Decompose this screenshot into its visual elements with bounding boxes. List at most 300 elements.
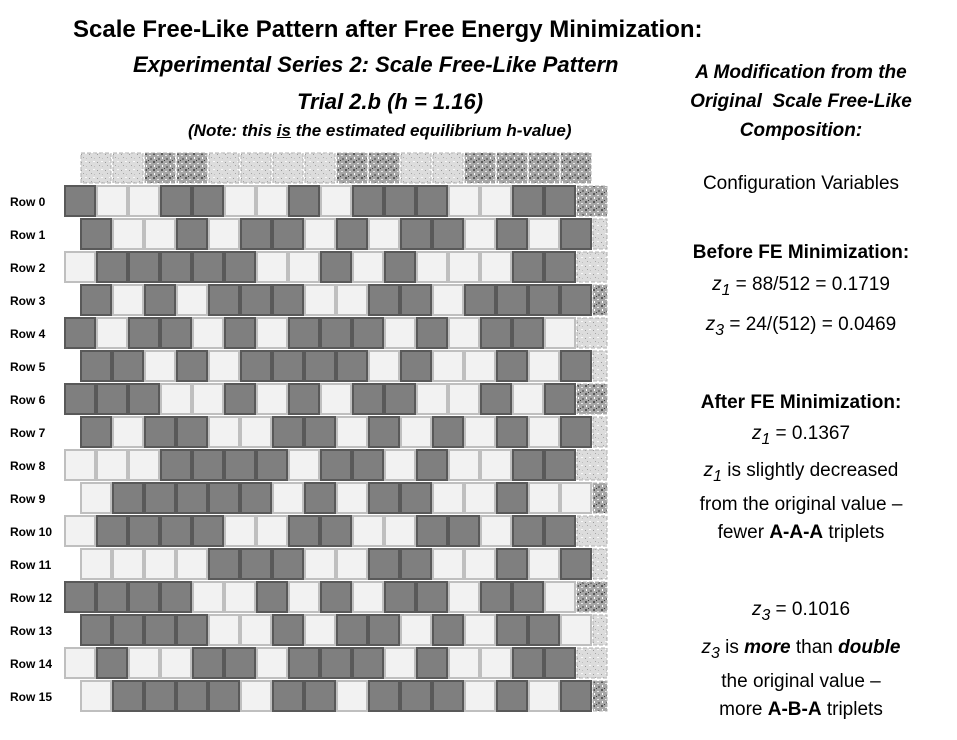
cell-a: [193, 186, 223, 216]
boundary-cell: [577, 384, 607, 414]
cell-a: [113, 615, 143, 645]
cell-a: [177, 681, 207, 711]
boundary-cell: [593, 219, 607, 249]
cell-b: [401, 417, 431, 447]
cell-b: [97, 186, 127, 216]
cell-b: [81, 483, 111, 513]
row-label: Row 15: [10, 690, 53, 704]
after-z3-desc-double: double: [838, 637, 901, 658]
boundary-cell: [593, 351, 607, 381]
modification-title-line1: A Modification from the: [695, 62, 907, 83]
cell-b: [225, 516, 255, 546]
cell-a: [417, 186, 447, 216]
cell-a: [545, 648, 575, 678]
cell-a: [513, 582, 543, 612]
cell-a: [417, 450, 447, 480]
cell-a: [305, 351, 335, 381]
cell-a: [465, 285, 495, 315]
cell-a: [81, 219, 111, 249]
after-z3-desc-sub: 3: [711, 644, 720, 662]
cell-a: [449, 516, 479, 546]
cell-a: [401, 549, 431, 579]
cell-a: [273, 351, 303, 381]
cell-a: [497, 483, 527, 513]
boundary-cell: [81, 153, 111, 183]
cell-b: [433, 285, 463, 315]
cell-b: [209, 219, 239, 249]
cell-a: [81, 417, 111, 447]
cell-b: [561, 483, 591, 513]
cell-a: [513, 252, 543, 282]
cell-b: [177, 285, 207, 315]
cell-a: [209, 285, 239, 315]
cell-a: [129, 252, 159, 282]
cell-b: [529, 549, 559, 579]
cell-a: [561, 285, 591, 315]
cell-a: [369, 483, 399, 513]
cell-b: [529, 351, 559, 381]
cell-a: [401, 219, 431, 249]
cell-b: [113, 417, 143, 447]
cell-a: [353, 318, 383, 348]
note-suffix: the estimated equilibrium h-value): [290, 121, 572, 140]
cell-b: [481, 186, 511, 216]
cell-b: [561, 615, 591, 645]
cell-a: [561, 219, 591, 249]
cell-b: [65, 450, 95, 480]
boundary-cell: [577, 318, 607, 348]
cell-b: [449, 582, 479, 612]
boundary-cell: [593, 483, 607, 513]
cell-b: [257, 252, 287, 282]
cell-a: [289, 648, 319, 678]
cell-a: [433, 615, 463, 645]
cell-a: [257, 582, 287, 612]
after-z1-desc-prefix: fewer: [717, 521, 770, 543]
boundary-cell: [577, 582, 607, 612]
note-prefix: (Note: this: [188, 121, 277, 140]
cell-b: [369, 351, 399, 381]
boundary-cell: [577, 648, 607, 678]
boundary-cell: [577, 450, 607, 480]
after-z1-desc-var: z: [703, 460, 714, 481]
cell-a: [561, 351, 591, 381]
cell-b: [193, 384, 223, 414]
before-z1-sub: 1: [721, 281, 731, 299]
cell-a: [369, 285, 399, 315]
cell-a: [289, 186, 319, 216]
cell-a: [145, 483, 175, 513]
cell-b: [385, 450, 415, 480]
main-title: Scale Free-Like Pattern after Free Energy Minimization:: [73, 16, 703, 43]
cell-a: [129, 384, 159, 414]
cell-a: [337, 615, 367, 645]
row-label: Row 9: [10, 492, 46, 506]
cell-b: [337, 681, 367, 711]
after-z1-value: = 0.1367: [770, 423, 851, 444]
cell-a: [161, 186, 191, 216]
cell-b: [289, 252, 319, 282]
cell-b: [193, 318, 223, 348]
cell-b: [81, 549, 111, 579]
cell-b: [449, 384, 479, 414]
row-label: Row 12: [10, 591, 53, 605]
cell-a: [545, 252, 575, 282]
cell-b: [177, 549, 207, 579]
cell-b: [449, 450, 479, 480]
cell-a: [481, 384, 511, 414]
cell-b: [369, 219, 399, 249]
cell-a: [337, 219, 367, 249]
cell-a: [305, 681, 335, 711]
row-label: Row 8: [10, 459, 46, 473]
after-z1-desc-sub: 1: [713, 467, 722, 485]
cell-a: [401, 483, 431, 513]
cell-b: [129, 450, 159, 480]
boundary-cell: [593, 681, 607, 711]
cell-b: [353, 582, 383, 612]
cell-a: [81, 285, 111, 315]
modification-title-line2: Original Scale Free-Like: [690, 91, 912, 112]
cell-b: [337, 417, 367, 447]
lattice-cells: [65, 186, 591, 711]
cell-a: [561, 681, 591, 711]
cell-a: [241, 219, 271, 249]
after-z3-desc-bold: A-B-A: [767, 698, 822, 720]
modification-title-line3: Composition:: [739, 120, 863, 141]
boundary-cell: [369, 153, 399, 183]
cell-a: [369, 615, 399, 645]
cell-a: [337, 351, 367, 381]
cell-a: [433, 219, 463, 249]
cell-b: [433, 483, 463, 513]
cell-b: [417, 252, 447, 282]
cell-a: [241, 549, 271, 579]
cell-a: [193, 648, 223, 678]
cell-a: [545, 384, 575, 414]
cell-b: [465, 219, 495, 249]
cell-a: [497, 417, 527, 447]
boundary-cell: [465, 153, 495, 183]
after-z1-desc-line2: from the original value –: [699, 493, 903, 515]
cell-a: [193, 516, 223, 546]
cell-b: [529, 483, 559, 513]
cell-b: [337, 483, 367, 513]
cell-b: [161, 384, 191, 414]
cell-a: [561, 417, 591, 447]
cell-b: [433, 351, 463, 381]
boundary-cell: [561, 153, 591, 183]
row-label: Row 2: [10, 261, 46, 275]
before-z3-var: z: [705, 314, 716, 335]
cell-a: [97, 516, 127, 546]
cell-b: [97, 318, 127, 348]
boundary-cell: [593, 285, 607, 315]
cell-a: [385, 582, 415, 612]
cell-b: [417, 384, 447, 414]
boundary-cell: [529, 153, 559, 183]
cell-a: [385, 186, 415, 216]
after-z3-desc-more: more: [744, 637, 791, 658]
cell-b: [353, 516, 383, 546]
cell-a: [113, 681, 143, 711]
cell-a: [481, 318, 511, 348]
top-boundary-row: [81, 153, 591, 183]
boundary-cell: [497, 153, 527, 183]
cell-a: [129, 516, 159, 546]
cell-b: [257, 384, 287, 414]
row-label: Row 11: [10, 558, 52, 572]
boundary-cell: [177, 153, 207, 183]
row-label: Row 5: [10, 360, 46, 374]
cell-a: [353, 648, 383, 678]
cell-b: [305, 615, 335, 645]
cell-b: [385, 516, 415, 546]
cell-b: [97, 450, 127, 480]
cell-a: [289, 318, 319, 348]
cell-a: [193, 450, 223, 480]
cell-a: [65, 318, 95, 348]
cell-b: [289, 450, 319, 480]
cell-b: [225, 186, 255, 216]
cell-a: [209, 549, 239, 579]
cell-b: [289, 582, 319, 612]
cell-b: [145, 219, 175, 249]
after-z3-desc-suffix: triplets: [821, 698, 883, 720]
cell-a: [225, 384, 255, 414]
cell-a: [81, 615, 111, 645]
cell-a: [129, 318, 159, 348]
row-label: Row 10: [10, 525, 53, 539]
cell-b: [449, 186, 479, 216]
cell-a: [545, 516, 575, 546]
row-label: Row 7: [10, 426, 46, 440]
cell-a: [401, 285, 431, 315]
cell-a: [97, 384, 127, 414]
cell-a: [385, 384, 415, 414]
cell-b: [321, 384, 351, 414]
boundary-cell: [113, 153, 143, 183]
cell-b: [481, 450, 511, 480]
cell-a: [241, 285, 271, 315]
cell-a: [417, 516, 447, 546]
cell-a: [145, 681, 175, 711]
after-z3-var: z: [751, 599, 762, 620]
cell-b: [465, 417, 495, 447]
cell-a: [497, 351, 527, 381]
before-z1-value: = 88/512 = 0.1719: [730, 274, 890, 295]
after-z3-value: = 0.1016: [770, 599, 851, 620]
cell-a: [497, 681, 527, 711]
after-z3-desc-is: is: [719, 637, 745, 658]
cell-a: [225, 450, 255, 480]
cell-b: [257, 516, 287, 546]
cell-a: [225, 252, 255, 282]
row-label: Row 14: [10, 657, 53, 671]
cell-a: [497, 615, 527, 645]
cell-a: [193, 252, 223, 282]
cell-a: [65, 582, 95, 612]
boundary-cell: [593, 549, 607, 579]
cell-b: [305, 285, 335, 315]
cell-a: [513, 186, 543, 216]
cell-b: [465, 549, 495, 579]
cell-a: [305, 417, 335, 447]
after-z1-var: z: [751, 423, 762, 444]
cell-a: [241, 351, 271, 381]
after-z3-desc-var: z: [701, 637, 712, 658]
cell-a: [417, 582, 447, 612]
boundary-cell: [209, 153, 239, 183]
cell-a: [513, 450, 543, 480]
cell-a: [273, 615, 303, 645]
cell-a: [513, 516, 543, 546]
boundary-cell: [337, 153, 367, 183]
cell-a: [113, 351, 143, 381]
cell-a: [129, 582, 159, 612]
cell-a: [321, 648, 351, 678]
cell-b: [145, 351, 175, 381]
cell-a: [97, 648, 127, 678]
boundary-cell: [593, 615, 607, 645]
cell-b: [465, 483, 495, 513]
boundary-cell: [401, 153, 431, 183]
after-z1-desc-bold: A-A-A: [769, 521, 824, 543]
cell-a: [433, 417, 463, 447]
cell-b: [113, 549, 143, 579]
cell-b: [337, 285, 367, 315]
before-heading: Before FE Minimization:: [692, 242, 910, 263]
cell-a: [145, 285, 175, 315]
row-label: Row 13: [10, 624, 53, 638]
cell-b: [257, 648, 287, 678]
cell-b: [385, 318, 415, 348]
after-heading: After FE Minimization:: [700, 392, 902, 413]
trial-subtitle: Trial 2.b (h = 1.16): [297, 89, 484, 114]
cell-b: [81, 681, 111, 711]
cell-b: [129, 186, 159, 216]
cell-a: [353, 186, 383, 216]
cell-b: [353, 252, 383, 282]
cell-a: [513, 318, 543, 348]
cell-b: [65, 252, 95, 282]
series-subtitle: Experimental Series 2: Scale Free-Like Pattern: [133, 52, 619, 77]
cell-b: [449, 318, 479, 348]
cell-a: [545, 450, 575, 480]
cell-a: [177, 417, 207, 447]
cell-b: [113, 285, 143, 315]
cell-a: [113, 483, 143, 513]
cell-a: [305, 483, 335, 513]
cell-b: [385, 648, 415, 678]
cell-a: [369, 549, 399, 579]
cell-b: [241, 417, 271, 447]
cell-a: [97, 582, 127, 612]
cell-a: [369, 417, 399, 447]
row-label: Row 0: [10, 195, 46, 209]
cell-b: [209, 417, 239, 447]
cell-a: [545, 186, 575, 216]
after-z3-sub: 3: [761, 606, 771, 624]
cell-b: [465, 615, 495, 645]
cell-a: [273, 549, 303, 579]
cell-a: [529, 615, 559, 645]
cell-b: [65, 648, 95, 678]
cell-b: [465, 681, 495, 711]
cell-a: [417, 318, 447, 348]
cell-a: [321, 516, 351, 546]
cell-a: [417, 648, 447, 678]
row-label: Row 3: [10, 294, 46, 308]
cell-a: [209, 681, 239, 711]
after-z3-desc-than: than: [790, 637, 839, 658]
cell-b: [545, 318, 575, 348]
cell-b: [449, 648, 479, 678]
cell-a: [289, 384, 319, 414]
before-z1-var: z: [712, 274, 722, 295]
cell-a: [257, 450, 287, 480]
cell-b: [225, 582, 255, 612]
cell-a: [273, 219, 303, 249]
cell-b: [481, 648, 511, 678]
cell-a: [145, 615, 175, 645]
cell-b: [273, 483, 303, 513]
cell-b: [337, 549, 367, 579]
cell-b: [129, 648, 159, 678]
config-variables-label: Configuration Variables: [702, 173, 900, 194]
cell-b: [513, 384, 543, 414]
cell-b: [433, 549, 463, 579]
cell-a: [161, 318, 191, 348]
cell-a: [177, 219, 207, 249]
boundary-cell: [241, 153, 271, 183]
boundary-cell: [577, 516, 607, 546]
cell-b: [321, 186, 351, 216]
cell-a: [81, 351, 111, 381]
after-z1-sub: 1: [761, 430, 771, 448]
after-z1-desc-rest: is slightly decreased: [721, 460, 899, 481]
cell-a: [161, 252, 191, 282]
cell-a: [161, 516, 191, 546]
after-z3-desc-prefix: more: [719, 698, 768, 720]
cell-a: [241, 483, 271, 513]
cell-a: [321, 450, 351, 480]
cell-b: [481, 516, 511, 546]
cell-a: [145, 417, 175, 447]
cell-b: [545, 582, 575, 612]
cell-b: [193, 582, 223, 612]
cell-a: [65, 384, 95, 414]
cell-a: [273, 285, 303, 315]
cell-b: [305, 219, 335, 249]
cell-a: [385, 252, 415, 282]
cell-b: [481, 252, 511, 282]
boundary-cell: [433, 153, 463, 183]
cell-b: [401, 615, 431, 645]
cell-b: [529, 681, 559, 711]
boundary-cell: [273, 153, 303, 183]
cell-b: [65, 516, 95, 546]
cell-a: [513, 648, 543, 678]
cell-a: [401, 681, 431, 711]
row-label: Row 1: [10, 228, 46, 242]
cell-a: [497, 285, 527, 315]
note-emphasis: is: [276, 121, 291, 140]
boundary-cell: [577, 186, 607, 216]
row-label: Row 6: [10, 393, 46, 407]
cell-b: [161, 648, 191, 678]
cell-b: [449, 252, 479, 282]
